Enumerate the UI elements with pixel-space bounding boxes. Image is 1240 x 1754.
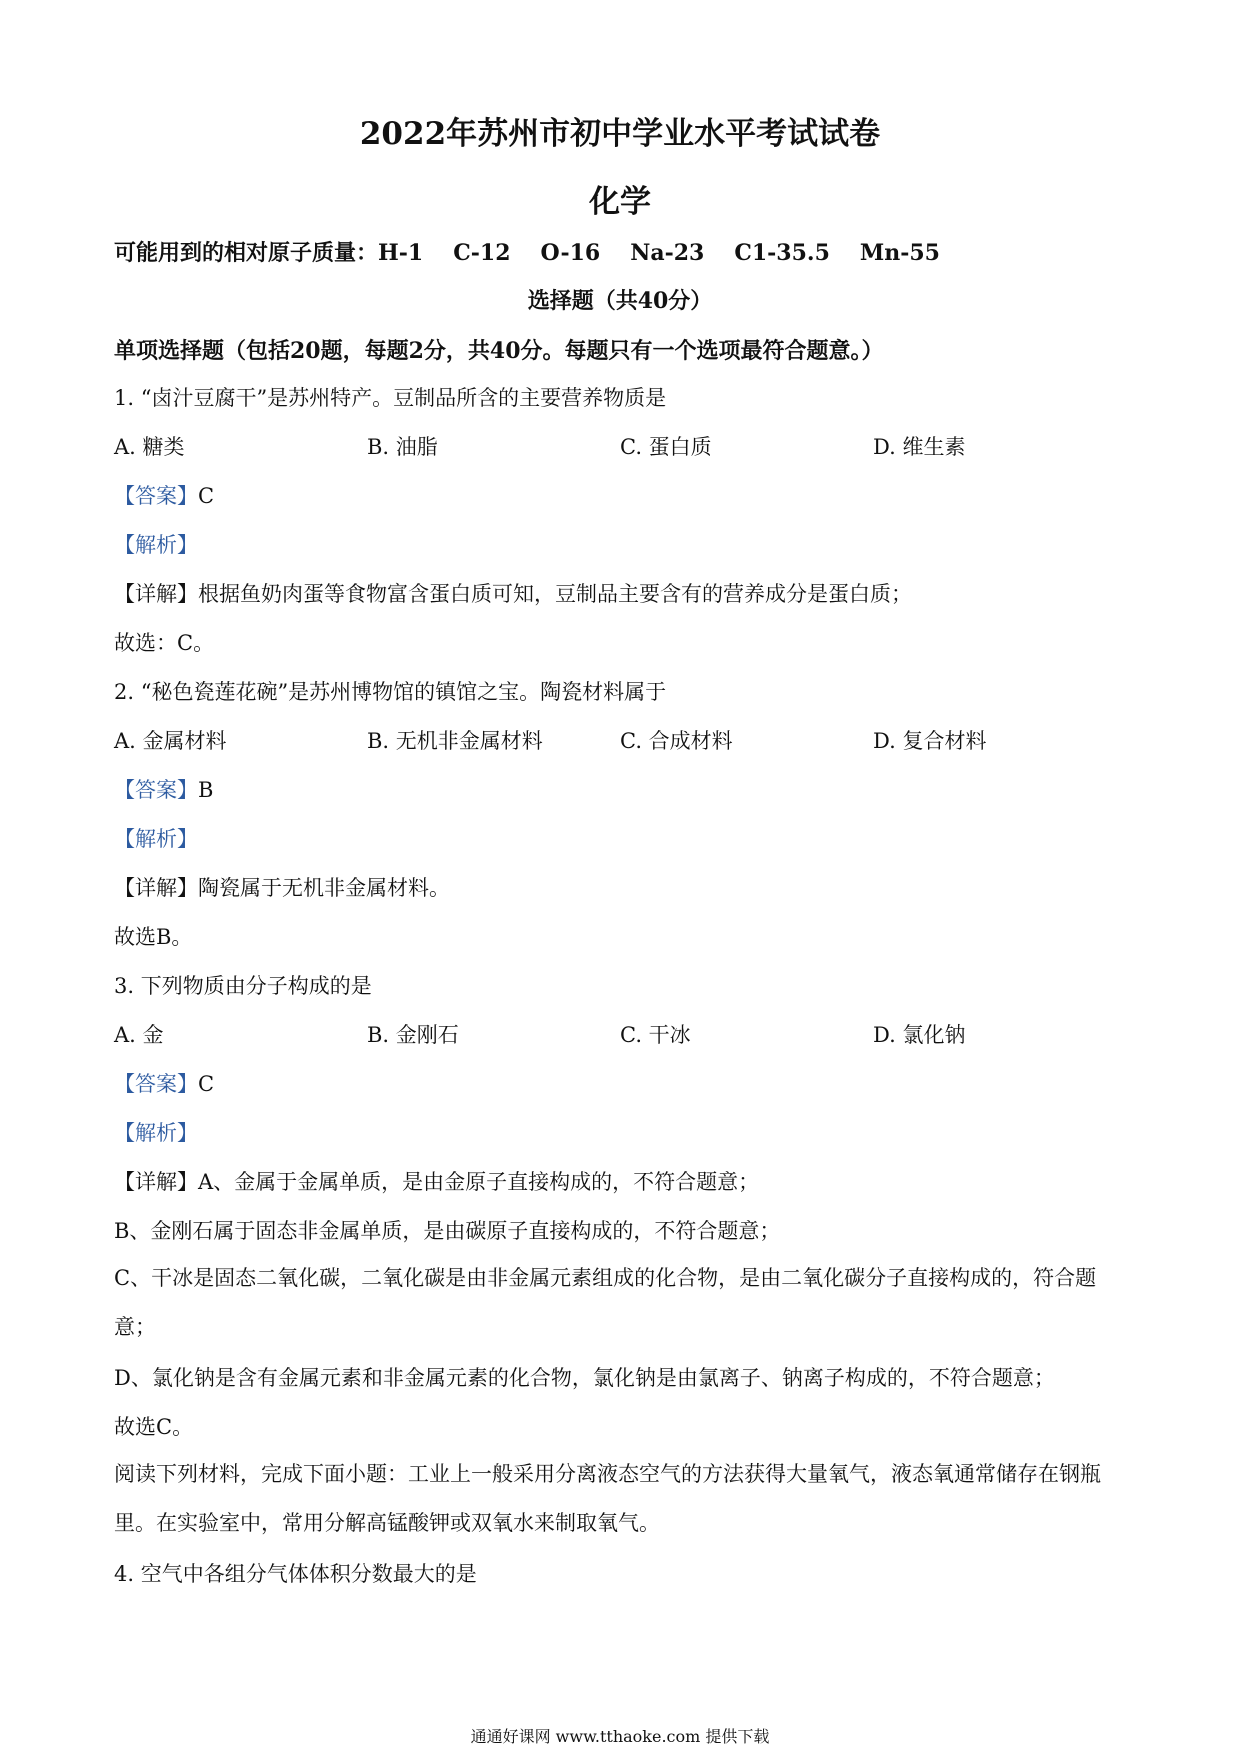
question-3-detail-a (114, 1166, 759, 1196)
question-1-stem: 1. “卤汁豆腐干”是苏州特产。豆制品所含的主要营养物质是 (114, 386, 667, 410)
detail-label: 【详解】 (114, 876, 198, 900)
option-b: B. 无机非金属材料 (367, 729, 543, 753)
question-2-stem: 2. “秘色瓷莲花碗”是苏州博物馆的镇馆之宝。陶瓷材料属于 (114, 680, 667, 704)
question-1-detail (114, 578, 912, 608)
option-b: B. 油脂 (367, 435, 438, 459)
question-2-answer (114, 774, 213, 804)
option-a: A. 金属材料 (114, 729, 227, 753)
answer-value: B (198, 778, 214, 802)
question-3-detail-c: C、干冰是固态二氧化碳，二氧化碳是由非金属元素组成的化合物，是由二氧化碳分子直接构成的，符合题意； (114, 1266, 1097, 1339)
question-2-options (114, 725, 1134, 755)
answer-value: C (198, 484, 215, 508)
question-2-analysis-label: 【解析】 (114, 827, 198, 851)
option-c: C. 干冰 (620, 1023, 691, 1047)
option-c: C. 蛋白质 (620, 435, 712, 459)
question-3-stem: 3. 下列物质由分子构成的是 (114, 974, 372, 998)
question-3-detail-b: B、金刚石属于固态非金属单质，是由碳原子直接构成的，不符合题意； (114, 1219, 781, 1243)
question-1-options (114, 431, 1134, 461)
answer-label: 【答案】 (114, 1072, 198, 1096)
question-2-detail (114, 872, 450, 902)
detail-text: 陶瓷属于无机非金属材料。 (198, 876, 450, 900)
option-a: A. 金 (114, 1023, 164, 1047)
atomic-mass-item: Mn-55 (859, 240, 940, 266)
answer-label: 【答案】 (114, 484, 198, 508)
exam-title: 2022年苏州市初中学业水平考试试卷 (359, 116, 881, 152)
question-2-conclusion: 故选B。 (114, 925, 193, 949)
detail-text: A、金属于金属单质，是由金原子直接构成的，不符合题意； (198, 1170, 760, 1194)
option-d: D. 复合材料 (873, 729, 987, 753)
atomic-mass-item: Na-23 (630, 240, 705, 266)
question-3-options (114, 1019, 1134, 1049)
detail-label: 【详解】 (114, 582, 198, 606)
question-3-detail-d: D、氯化钠是含有金属元素和非金属元素的化合物，氯化钠是由氯离子、钠离子构成的，不符合题意； (114, 1366, 1055, 1390)
question-3-answer (114, 1068, 214, 1098)
atomic-mass-item: C1-35.5 (734, 240, 830, 266)
subject-title: 化学 (589, 184, 651, 220)
atomic-mass-item: H-1 (378, 240, 424, 266)
question-3-analysis-label: 【解析】 (114, 1121, 198, 1145)
atomic-masses-label: 可能用到的相对原子质量： (114, 240, 379, 266)
atomic-masses (114, 236, 970, 267)
reading-passage: 阅读下列材料，完成下面小题：工业上一般采用分离液态空气的方法获得大量氧气，液态氧通常储存在钢瓶里。在实验室中，常用分解高锰酸钾或双氧水来制取氧气。 (114, 1462, 1101, 1535)
footer-watermark: 通通好课网 www.tthaoke.com 提供下载 (470, 1727, 770, 1746)
question-1-analysis-label: 【解析】 (114, 533, 198, 557)
option-c: C. 合成材料 (620, 729, 733, 753)
option-d: D. 维生素 (873, 435, 966, 459)
question-1-conclusion: 故选：C。 (114, 631, 215, 655)
option-d: D. 氯化钠 (873, 1023, 966, 1047)
section-title: 选择题（共40分） (527, 288, 713, 314)
atomic-mass-item: O-16 (540, 240, 601, 266)
detail-text: 根据鱼奶肉蛋等食物富含蛋白质可知，豆制品主要含有的营养成分是蛋白质； (198, 582, 912, 606)
question-1-answer (114, 480, 214, 510)
answer-label: 【答案】 (114, 778, 198, 802)
question-3-conclusion: 故选C。 (114, 1415, 194, 1439)
detail-label: 【详解】 (114, 1170, 198, 1194)
option-b: B. 金刚石 (367, 1023, 459, 1047)
atomic-mass-item: C-12 (453, 240, 511, 266)
option-a: A. 糖类 (114, 435, 185, 459)
answer-value: C (198, 1072, 215, 1096)
question-4-stem: 4. 空气中各组分气体体积分数最大的是 (114, 1562, 477, 1586)
section-instructions: 单项选择题（包括20题，每题2分，共40分。每题只有一个选项最符合题意。） (114, 338, 884, 364)
